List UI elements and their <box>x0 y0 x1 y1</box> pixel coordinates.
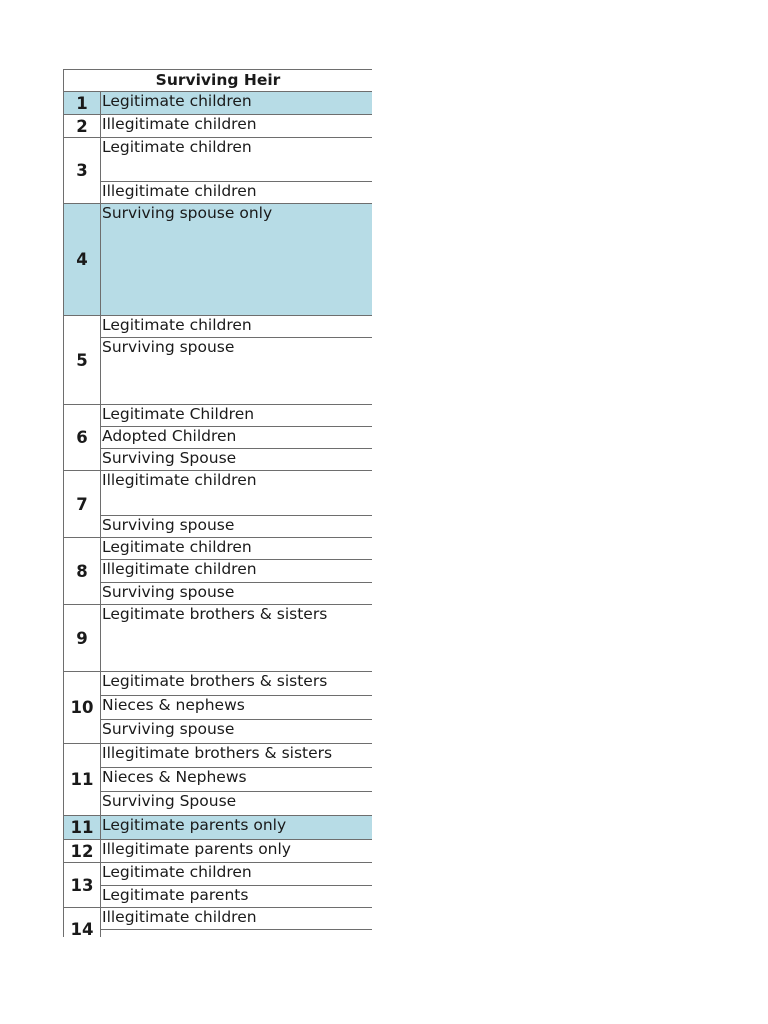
table-row <box>64 672 373 696</box>
table-row <box>64 115 373 138</box>
case-number-cell: 11 <box>64 816 101 840</box>
case-number-cell: 8 <box>64 538 101 605</box>
heir-cell: Illegitimate children <box>101 908 373 930</box>
heir-cell: Legitimate children <box>101 316 373 338</box>
heir-table-container <box>63 69 372 937</box>
heir-cell: Legitimate parents only <box>101 816 373 840</box>
table-row <box>64 720 373 744</box>
table-row <box>64 338 373 405</box>
heir-cell: Legitimate children <box>101 92 373 115</box>
heir-cell <box>101 930 373 938</box>
heir-cell: Nieces & Nephews <box>101 768 373 792</box>
table-row <box>64 863 373 886</box>
table-row <box>64 449 373 471</box>
table-row <box>64 560 373 583</box>
table-row <box>64 886 373 908</box>
table-row <box>64 182 373 204</box>
heir-cell: Illegitimate children <box>101 182 373 204</box>
table-row <box>64 583 373 605</box>
heir-cell: Illegitimate children <box>101 471 373 516</box>
case-number-cell: 7 <box>64 471 101 538</box>
heir-cell: Legitimate parents <box>101 886 373 908</box>
case-number-cell: 6 <box>64 405 101 471</box>
heir-cell: Surviving spouse <box>101 338 373 405</box>
case-number-cell: 13 <box>64 863 101 908</box>
case-number-cell: 12 <box>64 840 101 863</box>
table-row <box>64 696 373 720</box>
heir-cell: Illegitimate children <box>101 560 373 583</box>
heir-cell: Legitimate children <box>101 538 373 560</box>
surviving-heir-table <box>63 69 372 937</box>
case-number-cell: 5 <box>64 316 101 405</box>
heir-cell: Illegitimate children <box>101 115 373 138</box>
table-row <box>64 471 373 516</box>
heir-cell: Surviving spouse <box>101 516 373 538</box>
case-number-cell: 10 <box>64 672 101 744</box>
table-row <box>64 92 373 115</box>
heir-cell: Illegitimate parents only <box>101 840 373 863</box>
heir-cell: Surviving spouse <box>101 583 373 605</box>
table-row <box>64 316 373 338</box>
table-row <box>64 538 373 560</box>
heir-cell: Legitimate children <box>101 863 373 886</box>
table-row <box>64 792 373 816</box>
table-row <box>64 744 373 768</box>
header-row <box>64 70 373 92</box>
heir-cell: Illegitimate brothers & sisters <box>101 744 373 768</box>
case-number-cell: 2 <box>64 115 101 138</box>
table-row <box>64 930 373 938</box>
table-body <box>64 92 373 938</box>
case-number-cell: 1 <box>64 92 101 115</box>
table-row <box>64 840 373 863</box>
table-row <box>64 204 373 316</box>
table-row <box>64 405 373 427</box>
table-row <box>64 605 373 672</box>
case-number-cell: 14 <box>64 908 101 938</box>
heir-cell: Surviving Spouse <box>101 792 373 816</box>
heir-cell: Legitimate children <box>101 138 373 182</box>
case-number-cell: 9 <box>64 605 101 672</box>
table-row <box>64 908 373 930</box>
case-number-cell: 3 <box>64 138 101 204</box>
heir-cell: Legitimate brothers & sisters <box>101 605 373 672</box>
table-row <box>64 516 373 538</box>
table-row <box>64 816 373 840</box>
heir-cell: Legitimate Children <box>101 405 373 427</box>
table-row <box>64 138 373 182</box>
heir-cell: Surviving spouse only <box>101 204 373 316</box>
table-row <box>64 768 373 792</box>
heir-cell: Adopted Children <box>101 427 373 449</box>
heir-cell: Surviving Spouse <box>101 449 373 471</box>
case-number-cell: 4 <box>64 204 101 316</box>
heir-cell: Surviving spouse <box>101 720 373 744</box>
case-number-cell: 11 <box>64 744 101 816</box>
table-title: Surviving Heir <box>64 70 373 92</box>
heir-cell: Nieces & nephews <box>101 696 373 720</box>
heir-cell: Legitimate brothers & sisters <box>101 672 373 696</box>
table-row <box>64 427 373 449</box>
